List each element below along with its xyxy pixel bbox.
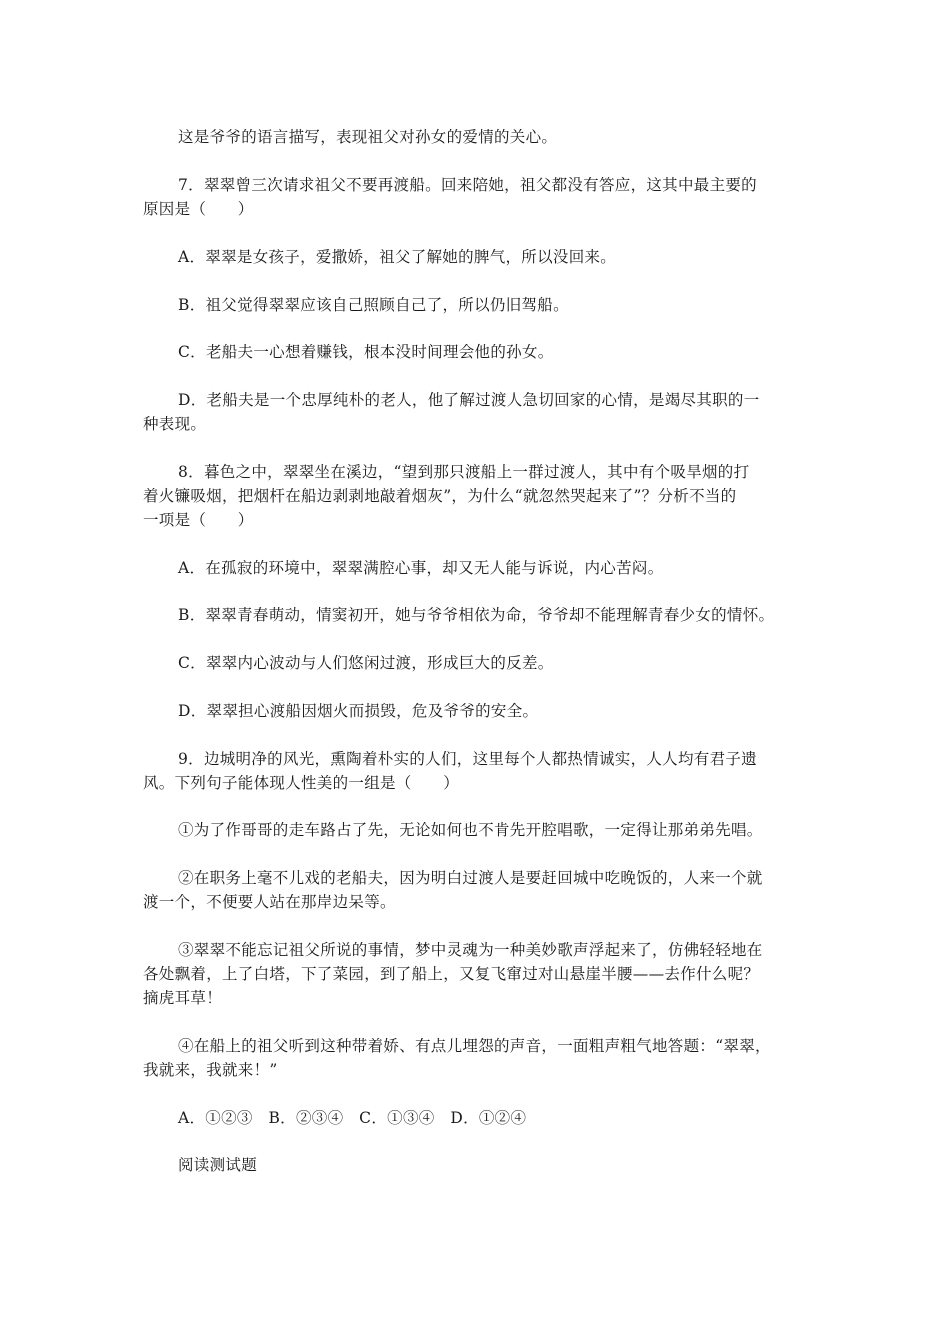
- question-8-option-c: C．翠翠内心波动与人们悠闲过渡，形成巨大的反差。: [178, 654, 554, 672]
- answer-note-line: 这是爷爷的语言描写，表现祖父对孙女的爱情的关心。: [178, 128, 558, 146]
- question-9-options: A．①②③ B．②③④ C．①③④ D．①②④: [178, 1109, 527, 1127]
- question-9-item-1: ①为了作哥哥的走车路占了先，无论如何也不肯先开腔唱歌，一定得让那弟弟先唱。: [178, 821, 763, 839]
- question-9-item-4-line-1: ④在船上的祖父听到这种带着娇、有点儿埋怨的声音，一面粗声粗气地答题：“翠翠，: [178, 1037, 771, 1055]
- question-9-line-1: 9．边城明净的风光，熏陶着朴实的人们，这里每个人都热情诚实，人人均有君子遗: [178, 750, 757, 768]
- question-9-line-2: 风。下列句子能体现人性美的一组是（ ）: [143, 774, 460, 792]
- question-9-item-3-line-2: 各处飘着，上了白塔，下了菜园，到了船上，又复飞窜过对山悬崖半腰——去作什么呢？: [143, 965, 760, 983]
- section-heading: 阅读测试题: [178, 1156, 258, 1174]
- question-8-option-a: A．在孤寂的环境中，翠翠满腔心事，却又无人能与诉说，内心苦闷。: [178, 559, 664, 577]
- question-7-line-2: 原因是（ ）: [143, 200, 254, 218]
- question-8-line-1: 8．暮色之中，翠翠坐在溪边，“望到那只渡船上一群过渡人，其中有个吸旱烟的打: [178, 463, 750, 481]
- question-8-option-b: B．翠翠青春萌动，情窦初开，她与爷爷相依为命，爷爷却不能理解青春少女的情怀。: [178, 606, 775, 624]
- question-9-item-4-line-2: 我就来，我就来！”: [143, 1061, 278, 1079]
- question-9-item-3-line-3: 摘虎耳草！: [143, 989, 223, 1007]
- question-7-option-d-line-2: 种表现。: [143, 415, 207, 433]
- question-7-option-a: A．翠翠是女孩子，爱撒娇，祖父了解她的脾气，所以没回来。: [178, 248, 617, 266]
- question-9-item-3-line-1: ③翠翠不能忘记祖父所说的事情，梦中灵魂为一种美妙歌声浮起来了，仿佛轻轻地在: [178, 941, 763, 959]
- question-8-option-d: D．翠翠担心渡船因烟火而损毁，危及爷爷的安全。: [178, 702, 539, 720]
- question-8-line-3: 一项是（ ）: [143, 511, 254, 529]
- question-7-option-b: B．祖父觉得翠翠应该自己照顾自己了，所以仍旧驾船。: [178, 296, 569, 314]
- question-7-option-c: C．老船夫一心想着赚钱，根本没时间理会他的孙女。: [178, 343, 554, 361]
- question-7-line-1: 7．翠翠曾三次请求祖父不要再渡船。回来陪她，祖父都没有答应，这其中最主要的: [178, 176, 757, 194]
- question-9-item-2-line-1: ②在职务上毫不儿戏的老船夫，因为明白过渡人是要赶回城中吃晚饭的，人来一个就: [178, 869, 763, 887]
- question-8-line-2: 着火镰吸烟，把烟杆在船边剥剥地敲着烟灰”，为什么“就忽然哭起来了”？分析不当的: [143, 487, 737, 505]
- question-7-option-d-line-1: D．老船夫是一个忠厚纯朴的老人，他了解过渡人急切回家的心情，是竭尽其职的一: [178, 391, 760, 409]
- question-9-item-2-line-2: 渡一个，不便要人站在那岸边呆等。: [143, 893, 396, 911]
